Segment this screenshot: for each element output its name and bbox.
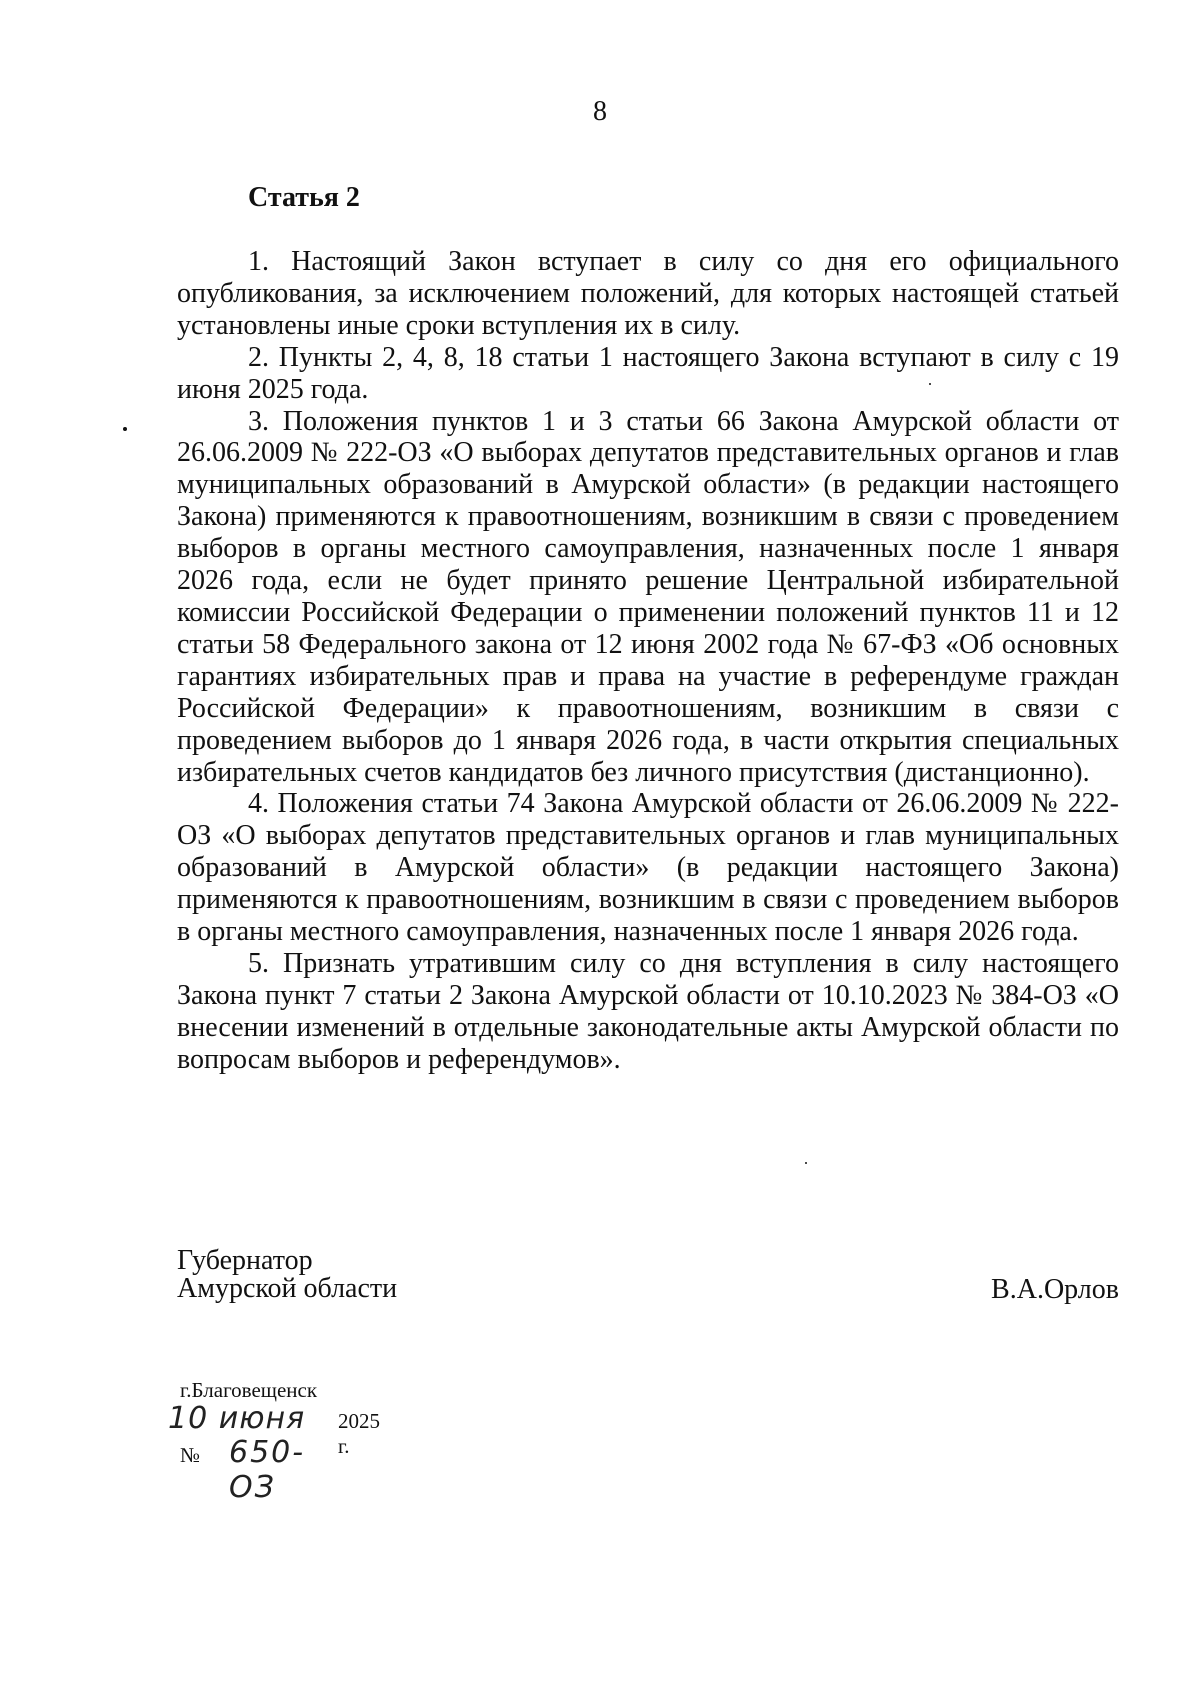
- date-year: 2025 г.: [338, 1409, 380, 1458]
- article-heading: Статья 2: [248, 182, 360, 213]
- article-body: [177, 246, 1119, 1076]
- number-sign: №: [180, 1443, 201, 1467]
- paragraph-4: 4. Положения статьи 74 Закона Амурской области от 26.06.2009 № 222-ОЗ «О выборах депутатов представительных органов и глав муниципальных образований в Амурской области» (в редакции настоящего Закона) применяются к правоотношениям, возникшим в связи с проведением выборов в органы местного самоуправления, назначенных после 1 января 2026 года.: [177, 788, 1119, 948]
- scan-speck: [123, 427, 127, 431]
- signatory-position-line1: Губернатор: [177, 1245, 313, 1276]
- page-number: 8: [593, 96, 607, 127]
- paragraph-1: 1. Настоящий Закон вступает в силу со дня его официального опубликования, за исключением положений, для которых настоящей статьей установлены иные сроки вступления их в силу.: [177, 246, 1119, 341]
- place-date-number-block: [168, 1375, 380, 1505]
- paragraph-3: 3. Положения пунктов 1 и 3 статьи 66 Закона Амурской области от 26.06.2009 № 222-ОЗ «О выборах депутатов представительных органов и глав муниципальных образований в Амурской области» (в редакции настоящего Закона) применяются к правоотношениям, возникшим в связи с проведением выборов в органы местного самоуправления, назначенных после 1 января 2026 года, если не будет принято решение Центральной избирательной комиссии Российской Федерации о применении положений пунктов 11 и 12 статьи 58 Федерального закона от 12 июня 2002 года № 67-ФЗ «Об основных гарантиях избирательных прав и права на участие в референдуме граждан Российской Федерации» к правоотношениям, возникшим в связи с проведением выборов до 1 января 2026 года, в части открытия специальных избирательных счетов кандидатов без личного присутствия (дистанционно).: [177, 405, 1119, 788]
- paragraph-2: 2. Пункты 2, 4, 8, 18 статьи 1 настоящего Закона вступают в силу с 19 июня 2025 года.: [177, 341, 1119, 405]
- signature-block: [177, 1247, 1119, 1317]
- signatory-name: В.А.Орлов: [991, 1274, 1119, 1305]
- scan-speck: [805, 1162, 807, 1164]
- scan-speck: [929, 383, 931, 385]
- handwritten-law-number: 650-ОЗ: [229, 1435, 306, 1505]
- law-number-line: [180, 1435, 317, 1505]
- signatory-position-line2: Амурской области: [177, 1273, 398, 1304]
- paragraph-5: 5. Признать утратившим силу со дня вступления в силу настоящего Закона пункт 7 статьи 2 Закона Амурской области от 10.10.2023 № 384-ОЗ «О внесении изменений в отдельные законодательные акты Амурской области по вопросам выборов и референдумов».: [177, 947, 1119, 1075]
- handwritten-date: 10 июня: [168, 1401, 306, 1436]
- signatory-position: [177, 1247, 397, 1303]
- city-line: г.Благовещенск: [180, 1378, 318, 1402]
